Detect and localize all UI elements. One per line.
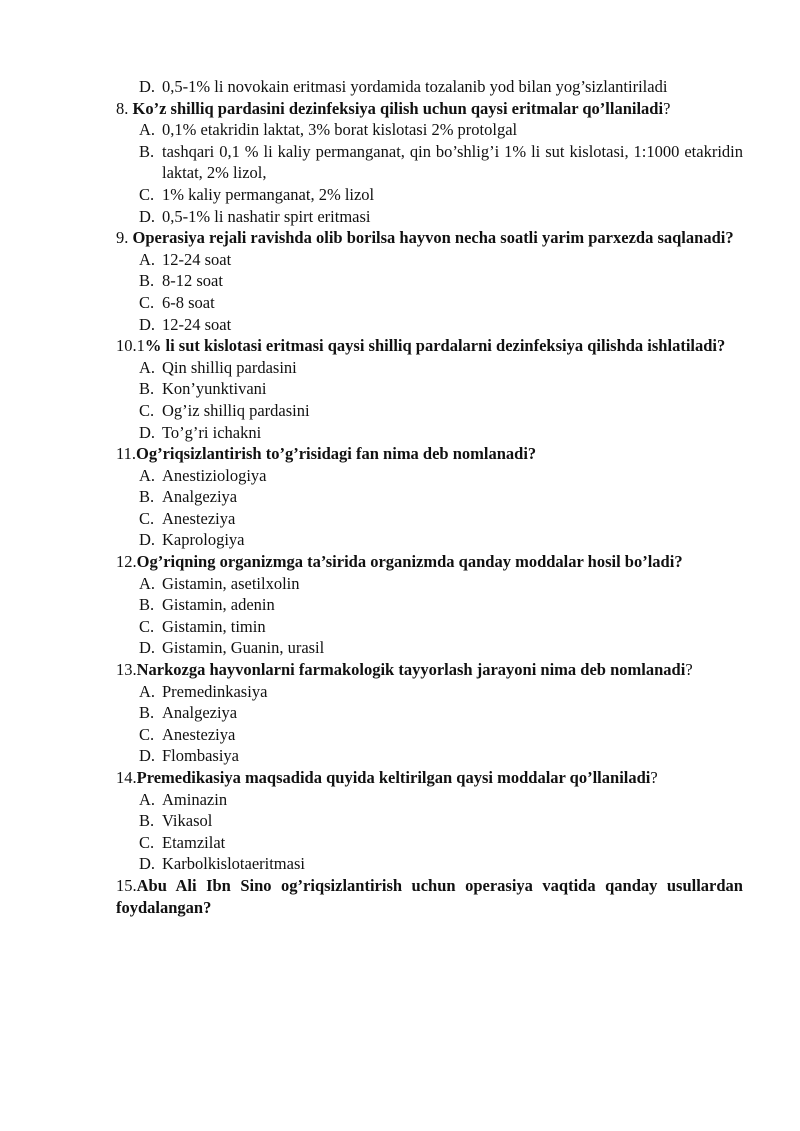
option-text: Gistamin, adenin <box>162 595 275 615</box>
option-letter: D. <box>139 422 156 442</box>
question-mark: ? <box>685 660 693 680</box>
option-letter: B. <box>139 811 155 831</box>
answer-option <box>116 141 743 184</box>
option-text: 6-8 soat <box>162 292 215 312</box>
question <box>116 551 743 573</box>
option-letter: B. <box>139 379 155 399</box>
question-number: 8. <box>116 98 133 118</box>
option-letter: A. <box>139 357 156 377</box>
answer-option <box>116 465 743 487</box>
question-number: 9. <box>116 228 133 248</box>
option-letter: D. <box>139 746 156 766</box>
option-letter: C. <box>139 292 155 312</box>
option-letter: A. <box>139 249 156 269</box>
option-text: Vikasol <box>162 811 213 831</box>
option-text: Aminazin <box>162 789 228 809</box>
question-number: 13. <box>116 660 137 680</box>
answer-option <box>116 853 743 875</box>
question-mark: ? <box>650 768 658 787</box>
question-text: Abu Ali Ibn Sino og’riqsizlantirish uchun operasiya vaqtida qanday usullardan foydalangan? <box>116 875 743 917</box>
option-text: 1% kaliy permanganat, 2% lizol <box>162 184 375 204</box>
option-text: tashqari 0,1 % li kaliy permanganat, qin bo’shlig’i 1% li sut kislotasi, 1:1000 etakridin laktat, 2% lizol, <box>162 141 743 183</box>
option-letter: C. <box>139 832 155 852</box>
option-letter: B. <box>139 595 155 615</box>
question-text: Operasiya rejali ravishda olib borilsa hayvon necha soatli yarim parxezda saqlanadi? <box>132 228 734 248</box>
document-page <box>116 76 743 918</box>
answer-option <box>116 314 743 336</box>
question <box>116 227 743 249</box>
answer-option <box>116 616 743 638</box>
option-text: 12-24 soat <box>162 314 232 334</box>
option-letter: A. <box>139 573 156 593</box>
answer-option <box>116 76 743 98</box>
answer-option <box>116 681 743 703</box>
option-letter: D. <box>139 206 156 226</box>
option-letter: D. <box>139 77 156 96</box>
option-text: Etamzilat <box>162 832 226 852</box>
question-number: 12. <box>116 552 137 572</box>
question <box>116 335 743 357</box>
answer-option <box>116 745 743 767</box>
answer-option <box>116 486 743 508</box>
option-letter: A. <box>139 681 156 701</box>
option-letter: B. <box>139 271 155 291</box>
option-letter: C. <box>139 724 155 744</box>
option-letter: D. <box>139 314 156 334</box>
question-number: 15. <box>116 875 137 895</box>
question <box>116 659 743 681</box>
answer-option <box>116 594 743 616</box>
question-text: Ko’z shilliq pardasini dezinfeksiya qilish uchun qaysi eritmalar qo’llaniladi <box>132 98 664 118</box>
answer-option <box>116 400 743 422</box>
question-text: Narkozga hayvonlarni farmakologik tayyorlash jarayoni nima deb nomlanadi <box>136 660 686 680</box>
option-text: Analgeziya <box>162 487 238 507</box>
option-letter: B. <box>139 487 155 507</box>
option-text: Anesteziya <box>162 724 236 744</box>
answer-option <box>116 184 743 206</box>
answer-option <box>116 292 743 314</box>
option-letter: C. <box>139 400 155 420</box>
option-text: Gistamin, timin <box>162 616 266 636</box>
option-text: To’g’ri ichakni <box>162 422 262 442</box>
option-text: Karbolkislotaeritmasi <box>162 854 305 874</box>
option-text: Anestiziologiya <box>162 465 267 485</box>
answer-option <box>116 422 743 444</box>
question-text: % li sut kislotasi eritmasi qaysi shilliq pardalarni dezinfeksiya qilishda ishlatiladi? <box>144 336 726 356</box>
option-letter: C. <box>139 184 155 204</box>
question-text: Og’riqsizlantirish to’g’risidagi fan nima deb nomlanadi? <box>136 444 537 464</box>
option-letter: A. <box>139 120 156 140</box>
option-text: Gistamin, asetilxolin <box>162 573 300 593</box>
answer-option <box>116 529 743 551</box>
option-letter: D. <box>139 854 156 874</box>
answer-option <box>116 249 743 271</box>
answer-option <box>116 357 743 379</box>
option-text: 8-12 soat <box>162 271 223 291</box>
option-text: Qin shilliq pardasini <box>162 357 297 377</box>
option-letter: D. <box>139 638 156 658</box>
option-text: Flombasiya <box>162 746 239 766</box>
answer-option <box>116 832 743 854</box>
question-mark: ? <box>663 98 671 118</box>
question <box>116 875 743 918</box>
answer-option <box>116 724 743 746</box>
option-letter: D. <box>139 530 156 550</box>
answer-option <box>116 270 743 292</box>
option-text: Kon’yunktivani <box>162 379 267 399</box>
option-letter: C. <box>139 508 155 528</box>
question <box>116 443 743 465</box>
question <box>116 767 743 789</box>
answer-option <box>116 378 743 400</box>
option-text: Anesteziya <box>162 508 236 528</box>
option-text: Analgeziya <box>162 703 238 723</box>
answer-option <box>116 702 743 724</box>
answer-option <box>116 119 743 141</box>
answer-option <box>116 573 743 595</box>
option-text: 0,1% etakridin laktat, 3% borat kislotasi 2% protolgal <box>162 120 518 140</box>
answer-option <box>116 508 743 530</box>
question-number: 11. <box>116 444 137 464</box>
answer-option <box>116 637 743 659</box>
option-text: Kaprologiya <box>162 530 245 550</box>
option-letter: A. <box>139 789 156 809</box>
answer-option <box>116 206 743 228</box>
option-letter: C. <box>139 616 155 636</box>
option-text: 0,5-1% li nashatir spirt eritmasi <box>162 206 371 226</box>
answer-option <box>116 789 743 811</box>
question-number: 14. <box>116 768 137 787</box>
option-letter: A. <box>139 465 156 485</box>
question-number: 10.1 <box>116 336 145 356</box>
option-letter: B. <box>139 141 155 161</box>
question-text: Premedikasiya maqsadida quyida keltirilgan qaysi moddalar qo’llaniladi <box>136 768 651 787</box>
option-text: Gistamin, Guanin, urasil <box>162 638 325 658</box>
option-letter: B. <box>139 703 155 723</box>
option-text: 12-24 soat <box>162 249 232 269</box>
option-text: Premedinkasiya <box>162 681 268 701</box>
option-text: Og’iz shilliq pardasini <box>162 400 310 420</box>
question <box>116 98 743 120</box>
question-text: Og’riqning organizmga ta’sirida organizmda qanday moddalar hosil bo’ladi? <box>136 552 683 572</box>
answer-option <box>116 810 743 832</box>
option-text: 0,5-1% li novokain eritmasi yordamida tozalanib yod bilan yog’sizlantiriladi <box>162 77 668 96</box>
